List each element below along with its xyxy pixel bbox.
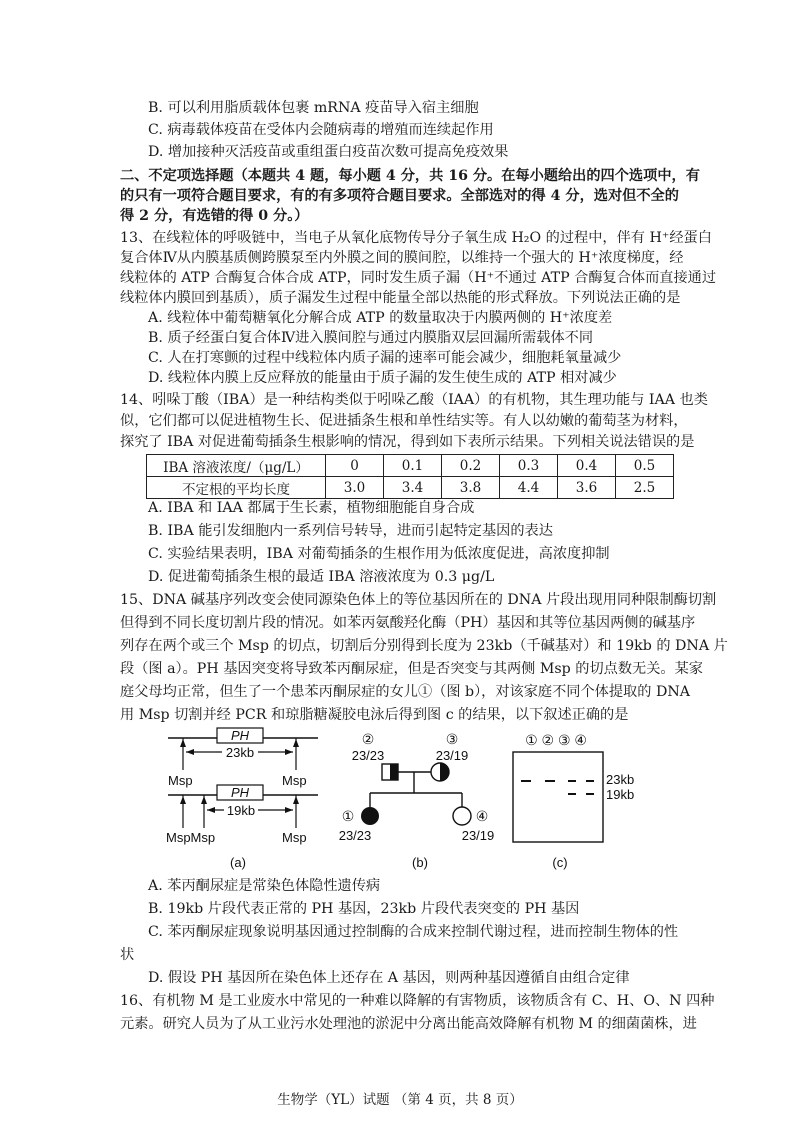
table-cell: 2.5 [616, 477, 674, 499]
figure-a [166, 728, 318, 870]
affected-daughter [361, 807, 379, 825]
q14-stem-line1: 14、吲哚丁酸（IBA）是一种结构类似于吲哚乙酸（IAA）的有机物，其生理功能与 IAA 也类 [120, 392, 708, 408]
q15-stem-line2: 但得到不同长度切割片段的情况。如苯丙氨酸羟化酶（PH）基因和其等位基因两侧的碱基序 [120, 615, 696, 631]
q13-stem-line1: 13、在线粒体的呼吸链中，当电子从氧化底物传导分子氧生成 H₂O 的过程中，伴有 H⁺经蛋白 [120, 230, 712, 246]
table-cell: 0.1 [384, 455, 442, 477]
prev-option-d: D. 增加接种灭活疫苗或重组蛋白疫苗次数可提高免疫效果 [148, 144, 509, 160]
q13-option-a: A. 线粒体中葡萄糖氧化分解合成 ATP 的数量取决于内膜两侧的 H⁺浓度差 [148, 310, 613, 326]
ph-gene-label-top: PH [230, 728, 250, 743]
msp-label: Msp [282, 773, 307, 788]
q13-stem-line4: 线粒体内膜回到基质），质子漏发生过程中能量全部以热能的形式释放。下列说法正确的是 [120, 290, 681, 306]
msp-label: Msp [168, 773, 193, 788]
table-cell: 4.4 [500, 477, 558, 499]
individual-3-genotype: 23/19 [435, 748, 469, 763]
section2-heading-line3: 得 2 分，有选错的得 0 分。） [120, 208, 309, 224]
figure-c-gel [513, 732, 634, 870]
q15-option-b: B. 19kb 片段代表正常的 PH 基因，23kb 片段代表突变的 PH 基因 [148, 901, 580, 917]
fragment-length-19kb: 19kb [226, 803, 256, 818]
q14-option-c: C. 实验结果表明，IBA 对葡萄插条的生根作用为低浓度促进，高浓度抑制 [148, 546, 610, 562]
individual-2-label: ② [361, 731, 375, 747]
q16-stem-line2: 元素。研究人员为了从工业污水处理池的淤泥中分离出能高效降解有机物 M 的细菌菌株，进 [120, 1016, 697, 1032]
individual-1-label: ① [341, 808, 355, 824]
q15-option-a: A. 苯丙酮尿症是常染色体隐性遗传病 [148, 878, 381, 894]
q15-option-c-line2: 状 [120, 947, 135, 963]
gel-box [513, 752, 603, 842]
table-cell: 0.2 [442, 455, 500, 477]
table-cell: 0.5 [616, 455, 674, 477]
q15-stem-line6: 用 Msp 切割并经 PCR 和琼脂糖凝胶电泳后得到图 c 的结果，以下叙述正确的是 [120, 707, 629, 723]
q14-option-b: B. IBA 能引发细胞内一系列信号转导，进而引起特定基因的表达 [148, 523, 553, 539]
table-cell: 3.8 [442, 477, 500, 499]
table-header-concentration: IBA 溶液浓度/（μg/L） [147, 455, 326, 477]
q16-stem-line1: 16、有机物 M 是工业废水中常见的一种难以降解的有害物质，该物质含有 C、H、O、N 四种 [120, 993, 715, 1009]
q15-option-d: D. 假设 PH 基因所在染色体上还存在 A 基因，则两种基因遵循自由组合定律 [148, 970, 630, 986]
section2-heading-line1: 二、不定项选择题（本题共 4 题，每小题 4 分，共 16 分。在每小题给出的四个选项中，有 [120, 168, 700, 184]
q13-option-d: D. 线粒体内膜上反应释放的能量由于质子漏的发生使生成的 ATP 相对减少 [148, 370, 617, 386]
ph-gene-label-bottom: PH [230, 785, 250, 800]
individual-3-label: ③ [445, 731, 459, 747]
individual-1-genotype: 23/23 [338, 828, 372, 843]
individual-4-genotype: 23/19 [461, 828, 495, 843]
caption-c: (c) [552, 855, 568, 870]
table-cell: 3.4 [384, 477, 442, 499]
msp-cut-arrow [293, 739, 299, 747]
caption-b: (b) [412, 855, 428, 870]
q14-stem-line2: 似，它们都可以促进植物生长、促进插条生根和单性结实等。有人以幼嫩的葡萄茎为材料， [120, 413, 688, 429]
q13-option-b: B. 质子经蛋白复合体Ⅳ进入膜间腔与通过内膜脂双层回漏所需载体不同 [148, 330, 594, 346]
q15-stem-line4: 段（图 a）。PH 基因突变将导致苯丙酮尿症，但是否突变与其两侧 Msp 的切点数无关。某家 [120, 661, 703, 677]
table-cell: 0 [326, 455, 384, 477]
q15-stem-line3: 列存在两个或三个 Msp 的切点，切割后分别得到长度为 23kb（千碱基对）和 19kb 的 DNA 片 [120, 638, 728, 654]
q14-option-d: D. 促进葡萄插条生根的最适 IBA 溶液浓度为 0.3 μg/L [148, 569, 495, 585]
fragment-length-23kb: 23kb [225, 745, 255, 760]
table-cell: 3.6 [558, 477, 616, 499]
prev-option-c: C. 病毒载体疫苗在受体内会随病毒的增殖而连续起作用 [148, 122, 494, 138]
unaffected-daughter [453, 807, 471, 825]
table-cell: 0.4 [558, 455, 616, 477]
msp-double-label: MspMsp [166, 830, 216, 845]
q15-stem-line1: 15、DNA 碱基序列改变会使同源染色体上的等位基因所在的 DNA 片段出现用同种限制酶切割 [120, 592, 717, 608]
q14-stem-line3: 探究了 IBA 对促进葡萄插条生根影响的情况，得到如下表所示结果。下列相关说法错误的是 [120, 434, 695, 450]
q13-stem-line2: 复合体Ⅳ从内膜基质侧跨膜泵至内外膜之间的膜间腔，以维持一个强大的 H⁺浓度梯度，经 [120, 250, 684, 266]
individual-2-genotype: 23/23 [351, 748, 385, 763]
q15-option-c-line1: C. 苯丙酮尿症现象说明基因通过控制酶的合成来控制代谢过程，进而控制生物体的性 [148, 924, 679, 940]
gel-lane-labels: ① ② ③ ④ [525, 732, 587, 748]
q14-option-a: A. IBA 和 IAA 都属于生长素，植物细胞能自身合成 [148, 500, 475, 516]
q13-option-c: C. 人在打寒颤的过程中线粒体内质子漏的速率可能会减少，细胞耗氧量减少 [148, 350, 622, 366]
table-cell: 3.0 [326, 477, 384, 499]
msp-label: Msp [282, 830, 307, 845]
gel-label-23kb: 23kb [606, 772, 635, 787]
section2-heading-line2: 的只有一项符合题目要求，有的有多项符合题目要求。全部选对的得 4 分，选对但不全的 [120, 188, 679, 204]
caption-a: (a) [230, 855, 246, 870]
individual-4-label: ④ [475, 808, 489, 824]
figure-b-pedigree [339, 731, 495, 870]
msp-cut-arrow [180, 739, 186, 747]
prev-option-b: B. 可以利用脂质载体包裹 mRNA 疫苗导入宿主细胞 [148, 100, 479, 116]
gel-label-19kb: 19kb [606, 787, 635, 802]
q13-stem-line3: 线粒体的 ATP 合酶复合体合成 ATP，同时发生质子漏（H⁺不通过 ATP 合酶复合体而直接通过 [120, 270, 717, 286]
page-footer: 生物学（YL）试题 （第 4 页，共 8 页） [277, 1092, 523, 1108]
table-cell: 0.3 [500, 455, 558, 477]
table-header-root-length: 不定根的平均长度 [147, 477, 326, 499]
q15-stem-line5: 庭父母均正常，但生了一个患苯丙酮尿症的女儿①（图 b），对该家庭不同个体提取的 DNA [120, 684, 690, 700]
